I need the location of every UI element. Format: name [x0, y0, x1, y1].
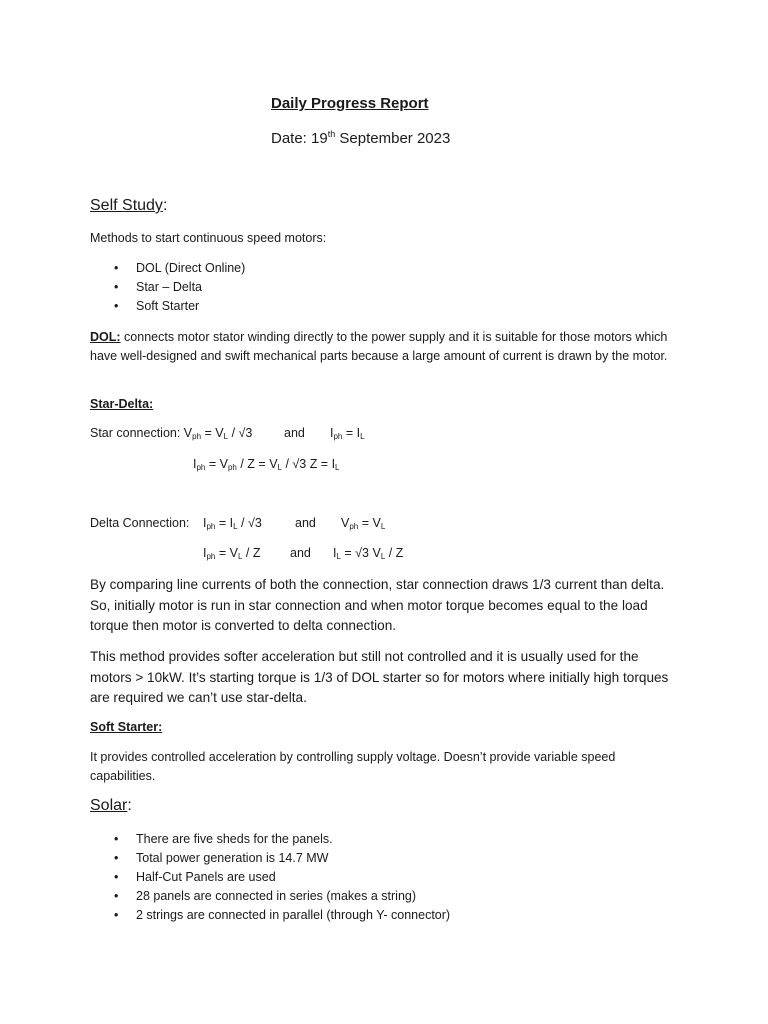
formula-part: / Z	[385, 546, 404, 560]
report-title: Daily Progress Report	[271, 95, 429, 112]
sub-l: L	[233, 522, 238, 531]
formula-part: / Z = V	[236, 457, 278, 471]
formula-part: / √3	[237, 516, 262, 530]
delta-formula-1	[203, 516, 262, 531]
soft-starter-heading: Soft Starter:	[90, 720, 163, 734]
list-item	[114, 280, 514, 298]
formula-part: / Z	[242, 546, 261, 560]
and-text: and	[284, 426, 305, 440]
self-study-heading-text: Self Study	[90, 197, 163, 214]
list-item-text: Star – Delta	[136, 280, 203, 294]
list-item-text: Half-Cut Panels are used	[136, 870, 276, 884]
formula-part: I	[333, 546, 337, 560]
formula-part: I	[193, 457, 197, 471]
solar-heading-text: Solar	[90, 797, 128, 814]
formula-part: = I	[342, 426, 361, 440]
method-paragraph: This method provides softer acceleration but still not controlled and it is usually used for the motors > 10kW. It’s starting torque is 1/3 of DOL starter so for motors where initially high torques are required we can’t use star-delta.	[90, 649, 669, 705]
sub-l: L	[360, 432, 365, 441]
list-item	[114, 832, 614, 850]
list-item	[114, 908, 614, 926]
delta-formula-2	[203, 546, 261, 561]
delta-formula-2b	[333, 546, 403, 561]
delta-formula-1b	[341, 516, 385, 531]
delta-connection-label: Delta Connection:	[90, 516, 190, 530]
formula-part: = I	[215, 516, 234, 530]
sub-l: L	[223, 432, 229, 441]
formula-part: I	[203, 546, 207, 560]
sub-ph: ph	[227, 463, 237, 472]
formula-part: I	[330, 426, 334, 440]
star-connection-label: Star connection: V	[90, 426, 193, 440]
self-study-heading	[90, 197, 167, 215]
sub-l: L	[277, 463, 282, 472]
star-formula-1	[90, 426, 252, 441]
methods-intro: Methods to start continuous speed motors:	[90, 231, 327, 245]
list-item	[114, 261, 514, 279]
formula-part: / √3	[228, 426, 253, 440]
sub-ph: ph	[192, 432, 202, 441]
list-item-text: Total power generation is 14.7 MW	[136, 851, 329, 865]
and-text: and	[295, 516, 316, 530]
sub-l: L	[335, 463, 340, 472]
formula-part: = V	[358, 516, 381, 530]
bullet-icon: •	[114, 908, 119, 922]
solar-heading-colon: :	[127, 797, 132, 814]
sub-ph: ph	[206, 552, 216, 561]
bullet-icon: •	[114, 832, 119, 846]
bullet-icon: •	[114, 261, 119, 275]
bullet-icon: •	[114, 280, 119, 294]
bullet-icon: •	[114, 299, 119, 313]
list-item-text: 2 strings are connected in parallel (through Y- connector)	[136, 908, 451, 922]
date-prefix: Date: 19	[271, 130, 328, 147]
list-item-text: 28 panels are connected in series (makes a string)	[136, 889, 417, 903]
sub-l: L	[237, 552, 243, 561]
sub-ph: ph	[206, 522, 216, 531]
formula-part: I	[203, 516, 207, 530]
sub-ph: ph	[333, 432, 343, 441]
formula-part: = V	[201, 426, 224, 440]
soft-starter-paragraph: It provides controlled acceleration by controlling supply voltage. Doesn’t provide variable speed capabilities.	[90, 750, 616, 783]
sub-l: L	[380, 552, 386, 561]
report-date	[271, 129, 450, 147]
formula-part: = √3 V	[340, 546, 381, 560]
bullet-icon: •	[114, 889, 119, 903]
sub-ph: ph	[349, 522, 359, 531]
formula-part: = V	[205, 457, 228, 471]
list-item	[114, 299, 514, 317]
bullet-icon: •	[114, 870, 119, 884]
and-text: and	[290, 546, 311, 560]
list-item-text: DOL (Direct Online)	[136, 261, 246, 275]
dol-paragraph	[90, 328, 680, 366]
star-delta-heading: Star-Delta:	[90, 397, 154, 411]
star-formula-2	[193, 457, 340, 472]
star-formula-1b	[330, 426, 365, 441]
list-item-text: There are five sheds for the panels.	[136, 832, 333, 846]
list-item	[114, 851, 614, 869]
list-item-text: Soft Starter	[136, 299, 200, 313]
date-month-year: September 2023	[335, 130, 451, 147]
bullet-icon: •	[114, 851, 119, 865]
comparison-paragraph: By comparing line currents of both the connection, star connection draws 1/3 current than delta. So, initially motor is run in star connection and when motor torque becomes equal to the load torque then motor is converted to delta connection.	[90, 577, 665, 633]
formula-part: / √3 Z = I	[281, 457, 336, 471]
formula-part: V	[341, 516, 350, 530]
formula-part: = V	[215, 546, 238, 560]
dol-text: connects motor stator winding directly to the power supply and it is suitable for those motors which have well-designed and swift mechanical parts because a large amount of current is drawn by the motor.	[90, 330, 668, 363]
solar-heading	[90, 797, 132, 815]
sub-l: L	[336, 552, 341, 561]
dol-label: DOL:	[90, 330, 121, 344]
list-item	[114, 870, 614, 888]
sub-ph: ph	[196, 463, 206, 472]
date-suffix-sup: th	[327, 129, 336, 139]
sub-l: L	[380, 522, 386, 531]
list-item	[114, 889, 614, 907]
self-study-heading-colon: :	[162, 197, 168, 214]
